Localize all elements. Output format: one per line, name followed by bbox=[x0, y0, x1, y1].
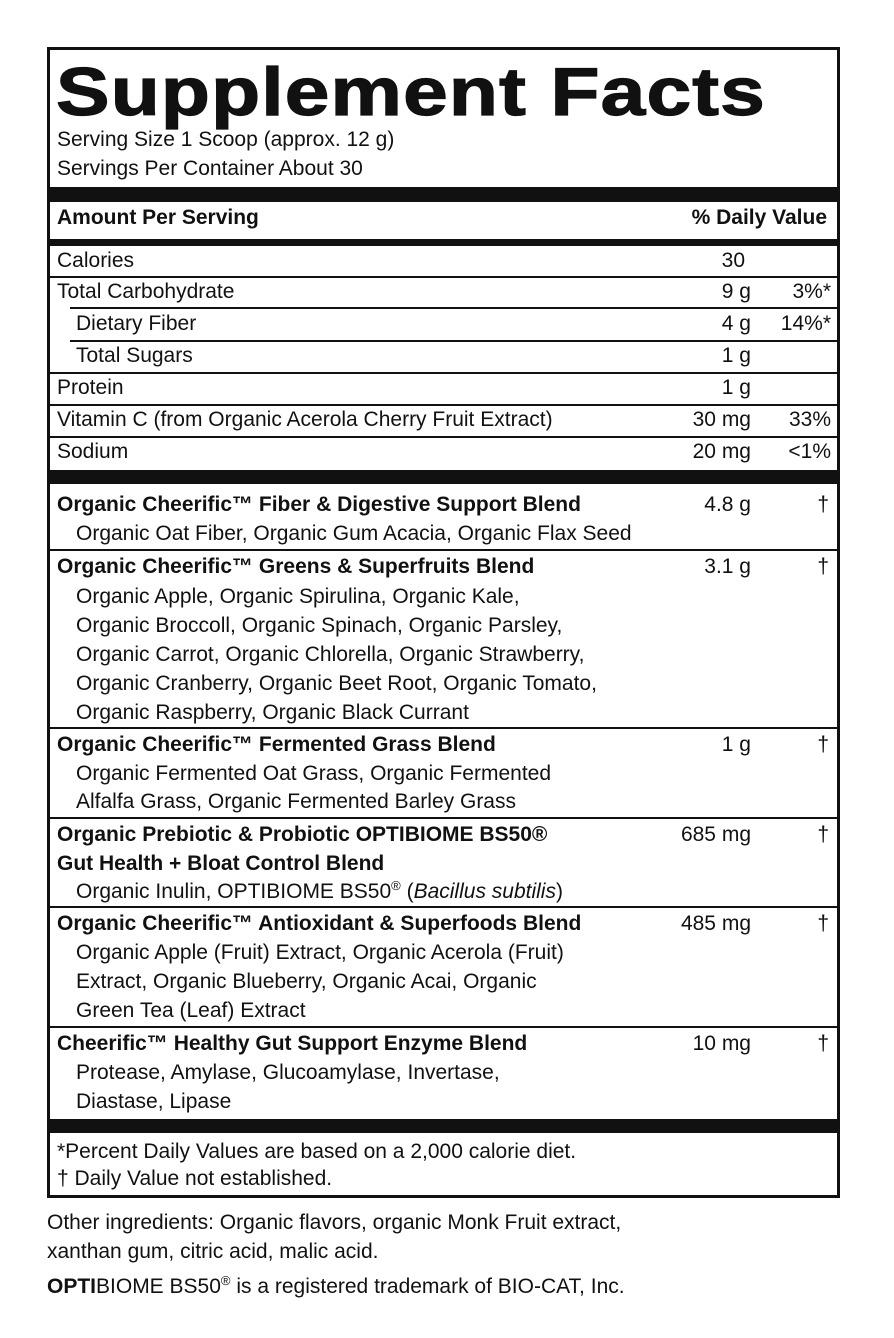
blend-dv: † bbox=[817, 493, 829, 516]
nutrient-dv: 3%* bbox=[792, 280, 831, 303]
nutrient-label: Total Carbohydrate bbox=[57, 280, 235, 303]
blend-name: Cheerific™ Healthy Gut Support Enzyme Blend bbox=[57, 1032, 528, 1055]
blend-ingredients: Alfalfa Grass, Organic Fermented Barley Grass bbox=[76, 790, 516, 813]
nutrient-amount: 4 g bbox=[721, 312, 751, 335]
nutrient-amount: 30 mg bbox=[692, 408, 751, 431]
nutrient-row-sodium bbox=[50, 437, 837, 469]
nutrient-label: Protein bbox=[57, 376, 124, 399]
blend-ingredients: Organic Apple (Fruit) Extract, Organic Acerola (Fruit) bbox=[76, 941, 564, 964]
nutrient-dv: <1% bbox=[788, 440, 831, 463]
blend-dv: † bbox=[817, 733, 829, 756]
nutrient-amount: 30 bbox=[721, 249, 745, 272]
blend-fermented-grass bbox=[50, 728, 837, 816]
nutrient-label: Total Sugars bbox=[76, 344, 193, 367]
blend-name: Organic Prebiotic & Probiotic OPTIBIOME BS50® bbox=[57, 823, 548, 846]
nutrient-amount: 1 g bbox=[721, 344, 751, 367]
serving-size: Serving Size 1 Scoop (approx. 12 g) bbox=[57, 128, 395, 151]
blend-ingredients: Organic Oat Fiber, Organic Gum Acacia, Organic Flax Seed bbox=[76, 522, 632, 545]
nutrient-row-calories bbox=[50, 246, 837, 278]
other-ingredients-line-2: xanthan gum, citric acid, malic acid. bbox=[47, 1240, 379, 1263]
blend-amount: 1 g bbox=[721, 733, 751, 756]
blend-dv: † bbox=[817, 555, 829, 578]
blend-name-line-2: Gut Health + Bloat Control Blend bbox=[57, 852, 385, 875]
nutrient-dv: 14%* bbox=[780, 312, 831, 335]
blend-ingredients: Organic Carrot, Organic Chlorella, Organic Strawberry, bbox=[76, 643, 585, 666]
nutrient-amount: 9 g bbox=[721, 280, 751, 303]
nutrient-label: Dietary Fiber bbox=[76, 312, 197, 335]
servings-per-container: Servings Per Container About 30 bbox=[57, 157, 363, 180]
nutrient-row-carbohydrate bbox=[50, 277, 837, 309]
blend-amount: 10 mg bbox=[692, 1032, 751, 1055]
other-ingredients-line-1: Other ingredients: Organic flavors, organic Monk Fruit extract, bbox=[47, 1211, 622, 1234]
blend-ingredients: Organic Raspberry, Organic Black Currant bbox=[76, 701, 469, 724]
daily-value-header: % Daily Value bbox=[691, 206, 827, 229]
nutrient-dv: 33% bbox=[788, 408, 831, 431]
nutrient-row-total-sugars bbox=[50, 341, 837, 373]
blend-amount: 4.8 g bbox=[704, 493, 751, 516]
blend-ingredients: Organic Inulin, OPTIBIOME BS50® (Bacillus subtilis) bbox=[76, 878, 563, 903]
blend-enzyme bbox=[50, 1027, 837, 1117]
blend-greens-superfruits bbox=[50, 550, 837, 726]
nutrient-row-protein bbox=[50, 373, 837, 405]
nutrient-label: Vitamin C (from Organic Acerola Cherry Fruit Extract) bbox=[57, 408, 553, 431]
blend-prebiotic-probiotic bbox=[50, 818, 837, 906]
blend-ingredients: Organic Apple, Organic Spirulina, Organic Kale, bbox=[76, 585, 520, 608]
nutrient-label: Sodium bbox=[57, 440, 129, 463]
blend-ingredients: Organic Broccoll, Organic Spinach, Organic Parsley, bbox=[76, 614, 563, 637]
nutrient-row-vitamin-c bbox=[50, 405, 837, 437]
thick-divider bbox=[50, 1119, 837, 1133]
blend-dv: † bbox=[817, 912, 829, 935]
footnote-dagger: † Daily Value not established. bbox=[57, 1167, 333, 1190]
blend-amount: 685 mg bbox=[680, 823, 751, 846]
thick-divider bbox=[50, 470, 837, 484]
blend-ingredients: Organic Fermented Oat Grass, Organic Fermented bbox=[76, 762, 552, 785]
blend-ingredients: Green Tea (Leaf) Extract bbox=[76, 999, 306, 1022]
nutrient-amount: 20 mg bbox=[692, 440, 751, 463]
blend-name: Organic Cheerific™ Greens & Superfruits Blend bbox=[57, 555, 535, 578]
nutrient-label: Calories bbox=[57, 249, 135, 272]
medium-divider bbox=[50, 239, 837, 246]
panel-title: Supplement Facts bbox=[56, 54, 766, 130]
blend-antioxidant-superfoods bbox=[50, 907, 837, 1025]
blend-fiber-digestive bbox=[50, 488, 837, 548]
footnote-daily-values: *Percent Daily Values are based on a 2,000 calorie diet. bbox=[57, 1140, 577, 1163]
blend-ingredients: Protease, Amylase, Glucoamylase, Invertase, bbox=[76, 1061, 500, 1084]
blend-ingredients: Extract, Organic Blueberry, Organic Acai, Organic bbox=[76, 970, 537, 993]
blend-name: Organic Cheerific™ Antioxidant & Superfoods Blend bbox=[57, 912, 582, 935]
blend-name: Organic Cheerific™ Fiber & Digestive Support Blend bbox=[57, 493, 581, 516]
blend-name: Organic Cheerific™ Fermented Grass Blend bbox=[57, 733, 496, 756]
blend-dv: † bbox=[817, 823, 829, 846]
blend-amount: 485 mg bbox=[680, 912, 751, 935]
nutrient-row-dietary-fiber bbox=[50, 309, 837, 341]
blend-ingredients: Organic Cranberry, Organic Beet Root, Organic Tomato, bbox=[76, 672, 597, 695]
trademark-notice: OPTIBIOME BS50® is a registered trademark of BIO-CAT, Inc. bbox=[47, 1273, 625, 1298]
blend-ingredients: Diastase, Lipase bbox=[76, 1090, 232, 1113]
blend-dv: † bbox=[817, 1032, 829, 1055]
thick-divider bbox=[50, 187, 837, 202]
blend-amount: 3.1 g bbox=[704, 555, 751, 578]
amount-per-serving-header: Amount Per Serving bbox=[57, 206, 259, 229]
nutrient-amount: 1 g bbox=[721, 376, 751, 399]
